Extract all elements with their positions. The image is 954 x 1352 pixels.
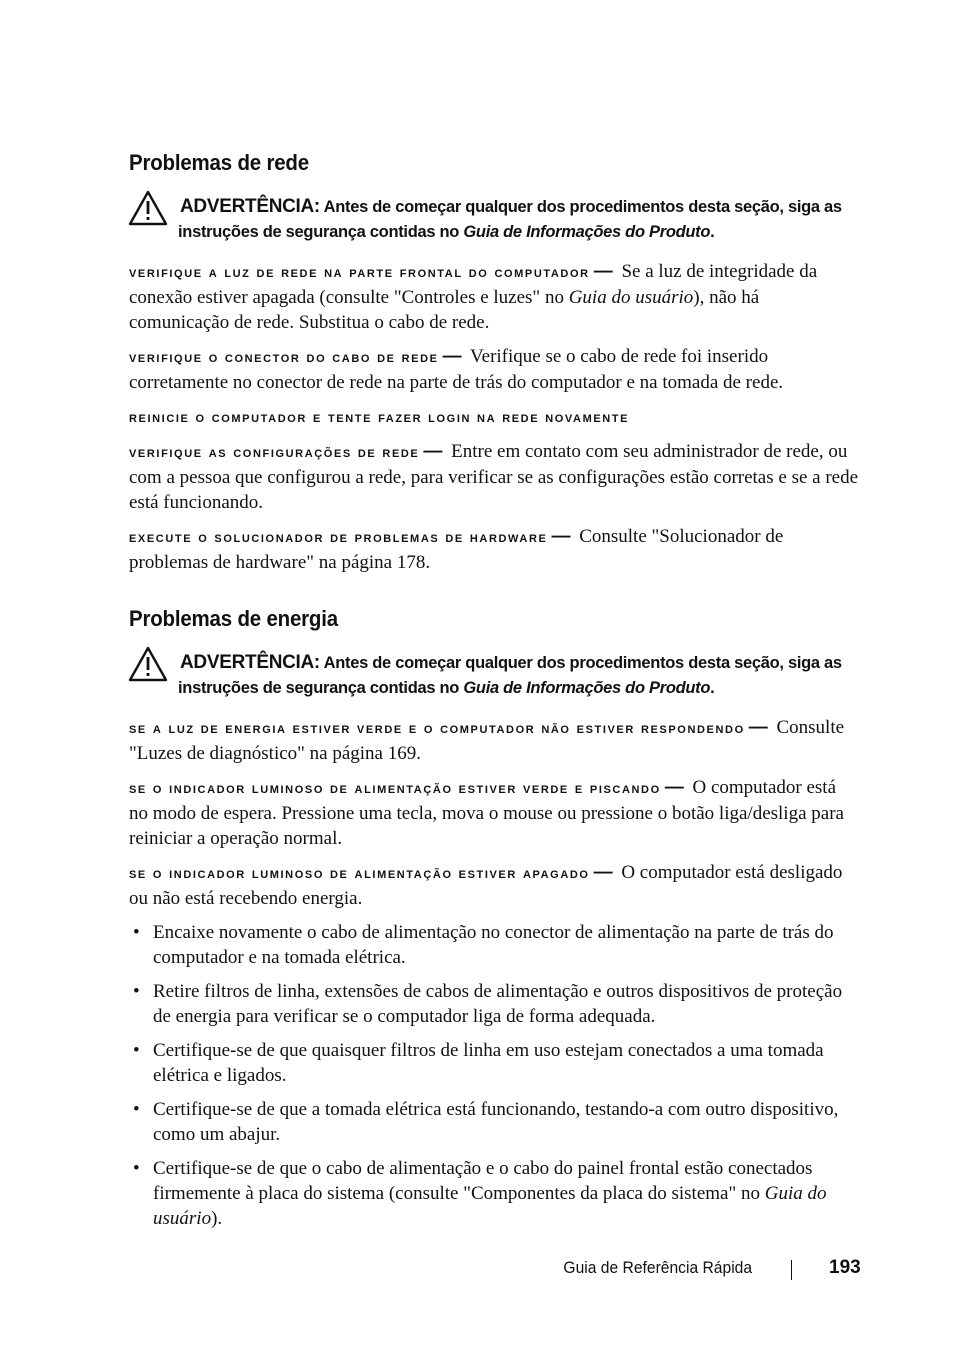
list-item: • Retire filtros de linha, extensões de cabos de alimentação e outros dispositivos de proteção de energia para verificar se o computador liga de forma adequada.: [133, 981, 843, 1027]
warning-network: ADVERTÊNCIA: Antes de começar qualquer dos procedimentos desta seção, siga as instruções de segurança contidas no Guia de Informações do Produto.: [129, 194, 859, 245]
section-title-network: Problemas de rede: [129, 150, 309, 175]
warning-power: ADVERTÊNCIA: Antes de começar qualquer dos procedimentos desta seção, siga as instruções de segurança contidas no Guia de Informações do Produto.: [129, 650, 859, 701]
page-footer: [0, 1256, 954, 1286]
item-heading: execute o solucionador de problemas de hardware: [129, 529, 548, 546]
item-restart-login: [129, 404, 859, 430]
footer-divider: [791, 1260, 792, 1280]
warning-text: Antes de começar qualquer dos procedimentos desta seção, siga as instruções de segurança contidas no: [178, 654, 842, 697]
item-heading: verifique as configurações de rede: [129, 444, 420, 461]
list-item: • Certifique-se de que quaisquer filtros de linha em uso estejam conectados a uma tomada elétrica e ligados.: [133, 1040, 824, 1086]
item-run-hardware-troubleshooter: execute o solucionador de problemas de hardware — Consulte "Solucionador de problemas de hardware" na página 178.: [129, 526, 784, 573]
bullet-icon: •: [133, 1099, 140, 1120]
item-check-cable-connector: verifique o conector do cabo de rede — Verifique se o cabo de rede foi inserido corretamente no conector de rede na parte de trás do computador e na tomada de rede.: [129, 346, 784, 393]
item-heading: verifique o conector do cabo de rede: [129, 349, 439, 366]
item-green-not-responding: se a luz de energia estiver verde e o computador não estiver respondendo — Consulte "Luzes de diagnóstico" na página 169.: [129, 717, 845, 764]
item-green-blinking: se o indicador luminoso de alimentação estiver verde e piscando — O computador está no modo de espera. Pressione uma tecla, mova o mouse ou pressione o botão liga/desliga para reiniciar a operação normal.: [129, 777, 844, 849]
item-heading: se a luz de energia estiver verde e o computador não estiver respondendo: [129, 720, 745, 737]
warning-text: Antes de começar qualquer dos procedimentos desta seção, siga as instruções de segurança contidas no: [178, 198, 842, 241]
bullet-list: [129, 920, 859, 1231]
warning-label: ADVERTÊNCIA:: [180, 196, 320, 217]
warning-triangle-icon: [128, 190, 168, 226]
warning-label: ADVERTÊNCIA:: [180, 652, 320, 673]
page-number: 193: [829, 1257, 861, 1278]
warning-italic: Guia de Informações do Produto: [463, 223, 711, 241]
item-heading: verifique a luz de rede na parte frontal do computador: [129, 264, 590, 281]
bullet-icon: •: [133, 1158, 140, 1179]
item-check-network-settings: verifique as configurações de rede — Entre em contato com seu administrador de rede, ou com a pessoa que configurou a rede, para verificar se as configurações estão corretas e se a rede está funcionando.: [129, 441, 859, 513]
item-heading: se o indicador luminoso de alimentação estiver apagado: [129, 865, 590, 882]
item-light-off: se o indicador luminoso de alimentação estiver apagado — O computador está desligado ou não está recebendo energia.: [129, 862, 843, 909]
bullet-icon: •: [133, 1040, 140, 1061]
section-title-power: Problemas de energia: [129, 606, 338, 631]
warning-italic: Guia de Informações do Produto: [463, 679, 711, 697]
warning-triangle-icon: [128, 646, 168, 682]
bullet-icon: •: [133, 981, 140, 1002]
list-item: • Certifique-se de que o cabo de alimentação e o cabo do painel frontal estão conectados firmemente à placa do sistema (consulte "Componentes da placa do sistema" no Guia do usuário).: [133, 1158, 827, 1229]
item-check-network-light: verifique a luz de rede na parte frontal do computador — Se a luz de integridade da conexão estiver apagada (consulte "Controles e luzes" no Guia do usuário), não há comunicação de rede. Substitua o cabo de rede.: [129, 261, 818, 333]
list-item: • Certifique-se de que a tomada elétrica está funcionando, testando-a com outro dispositivo, como um abajur.: [133, 1099, 839, 1145]
page-content: [129, 150, 859, 1240]
bullet-icon: •: [133, 922, 140, 943]
item-heading: se o indicador luminoso de alimentação estiver verde e piscando: [129, 780, 661, 797]
item-heading: reinicie o computador e tente fazer login na rede novamente: [129, 409, 630, 426]
list-item: • Encaixe novamente o cabo de alimentação no conector de alimentação na parte de trás do computador e na tomada elétrica.: [133, 922, 834, 968]
footer-guide-title: Guia de Referência Rápida: [563, 1258, 752, 1277]
